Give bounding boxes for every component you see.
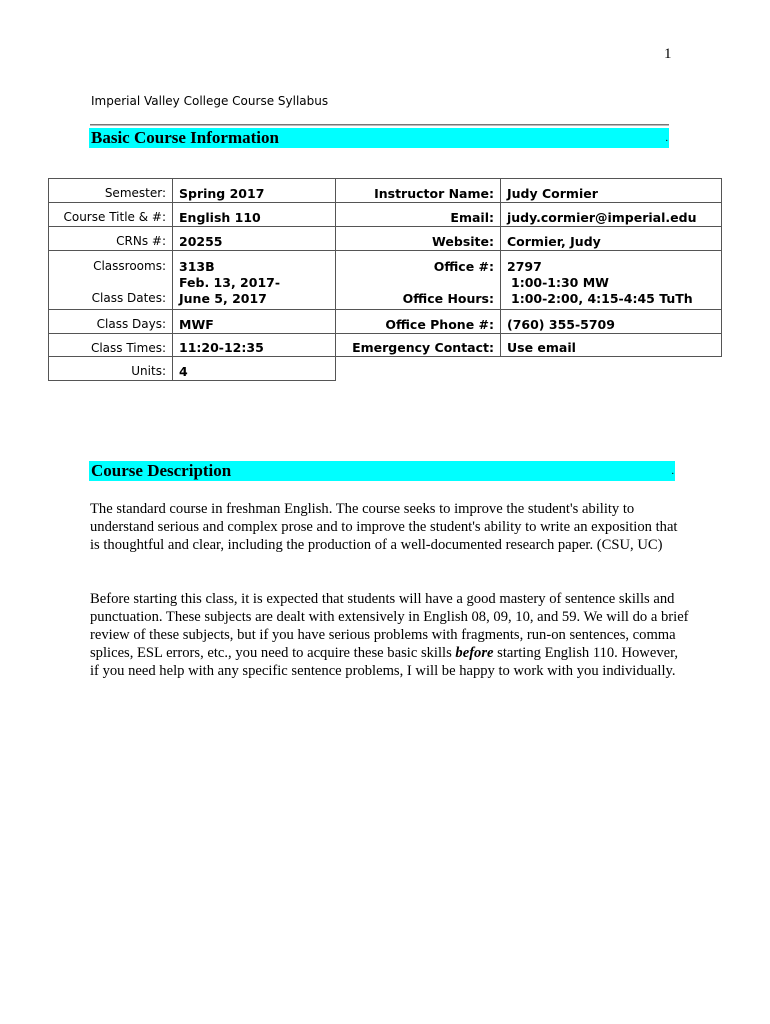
paragraph-text: Before starting this class, it is expected that students will have a good mastery of sentence skills and punctuation. These subjects are dealt with extensively in English 08, 09, 10, and 59. We will do a brief review of these subjects, but if you have serious problems with fragments, run-on sentences, comma splices, ESL errors, etc., you need to acquire these basic skills [90, 591, 689, 661]
email-label: Email: [336, 202, 501, 226]
heading-trailing-dot: . [671, 466, 674, 477]
emphasis-text: before [455, 645, 494, 661]
description-paragraph-2 [90, 590, 690, 680]
class-days-value: MWF [173, 309, 336, 333]
website-label: Website: [336, 226, 501, 250]
class-dates-label: Class Dates: [91, 291, 166, 305]
table-row [48, 309, 722, 333]
document-header: Imperial Valley College Course Syllabus [91, 94, 329, 108]
units-label: Units: [48, 356, 173, 380]
classrooms-label: Classrooms: [93, 259, 166, 273]
office-phone-value: (760) 355-5709 [501, 309, 722, 333]
semester-value: Spring 2017 [173, 178, 336, 202]
table-bottom-border [48, 380, 336, 381]
course-title-label: Course Title & #: [48, 202, 173, 226]
section-heading-text: Course Description [91, 461, 232, 480]
section-heading-course-description [89, 461, 675, 481]
class-days-label: Class Days: [48, 309, 173, 333]
office-hours-label: Office Hours: [402, 291, 494, 306]
classrooms-value: 313B [179, 259, 215, 274]
office-hours-line2: 1:00-2:00, 4:15-4:45 TuTh [511, 291, 693, 306]
classrooms-dates-value-cell [173, 250, 336, 309]
crn-value: 20255 [173, 226, 336, 250]
course-title-value: English 110 [173, 202, 336, 226]
instructor-value: Judy Cormier [501, 178, 722, 202]
class-dates-line2: June 5, 2017 [179, 291, 267, 306]
paragraph-text: starting English 110. However, if you need help with any specific sentence problems, I will be happy to work with you individually. [90, 645, 679, 679]
table-row [48, 250, 722, 309]
office-number-value: 2797 [507, 259, 542, 274]
page-number: 1 [664, 46, 672, 62]
class-dates-line1: Feb. 13, 2017- [179, 275, 281, 290]
classrooms-dates-label-cell [48, 250, 173, 309]
instructor-label: Instructor Name: [336, 178, 501, 202]
website-value[interactable]: Cormier, Judy [501, 226, 722, 250]
crn-label: CRNs #: [48, 226, 173, 250]
table-row [48, 333, 722, 356]
class-times-label: Class Times: [48, 333, 173, 356]
description-paragraph-1: The standard course in freshman English. The course seeks to improve the student's ability to understand serious and complex prose and to improve the student's ability to write an exposition that is thoughtful and clear, including the production of a well-documented research paper. (CSU, UC) [90, 501, 678, 553]
table-row [48, 178, 722, 202]
office-value-cell [501, 250, 722, 309]
email-value[interactable]: judy.cormier@imperial.edu [501, 202, 722, 226]
emergency-contact-value: Use email [501, 333, 722, 356]
office-number-label: Office #: [433, 259, 494, 274]
table-row [48, 356, 336, 380]
section-heading-basic-info [89, 128, 669, 148]
units-value: 4 [173, 356, 336, 380]
emergency-contact-label: Emergency Contact: [336, 333, 501, 356]
table-row [48, 202, 722, 226]
semester-label: Semester: [48, 178, 173, 202]
office-hours-line1: 1:00-1:30 MW [511, 275, 609, 290]
table-row [48, 226, 722, 250]
section-heading-text: Basic Course Information [91, 128, 279, 147]
header-divider [90, 124, 669, 126]
class-times-value: 11:20-12:35 [173, 333, 336, 356]
heading-trailing-dot: . [665, 133, 668, 144]
office-label-cell [336, 250, 501, 309]
office-phone-label: Office Phone #: [336, 309, 501, 333]
